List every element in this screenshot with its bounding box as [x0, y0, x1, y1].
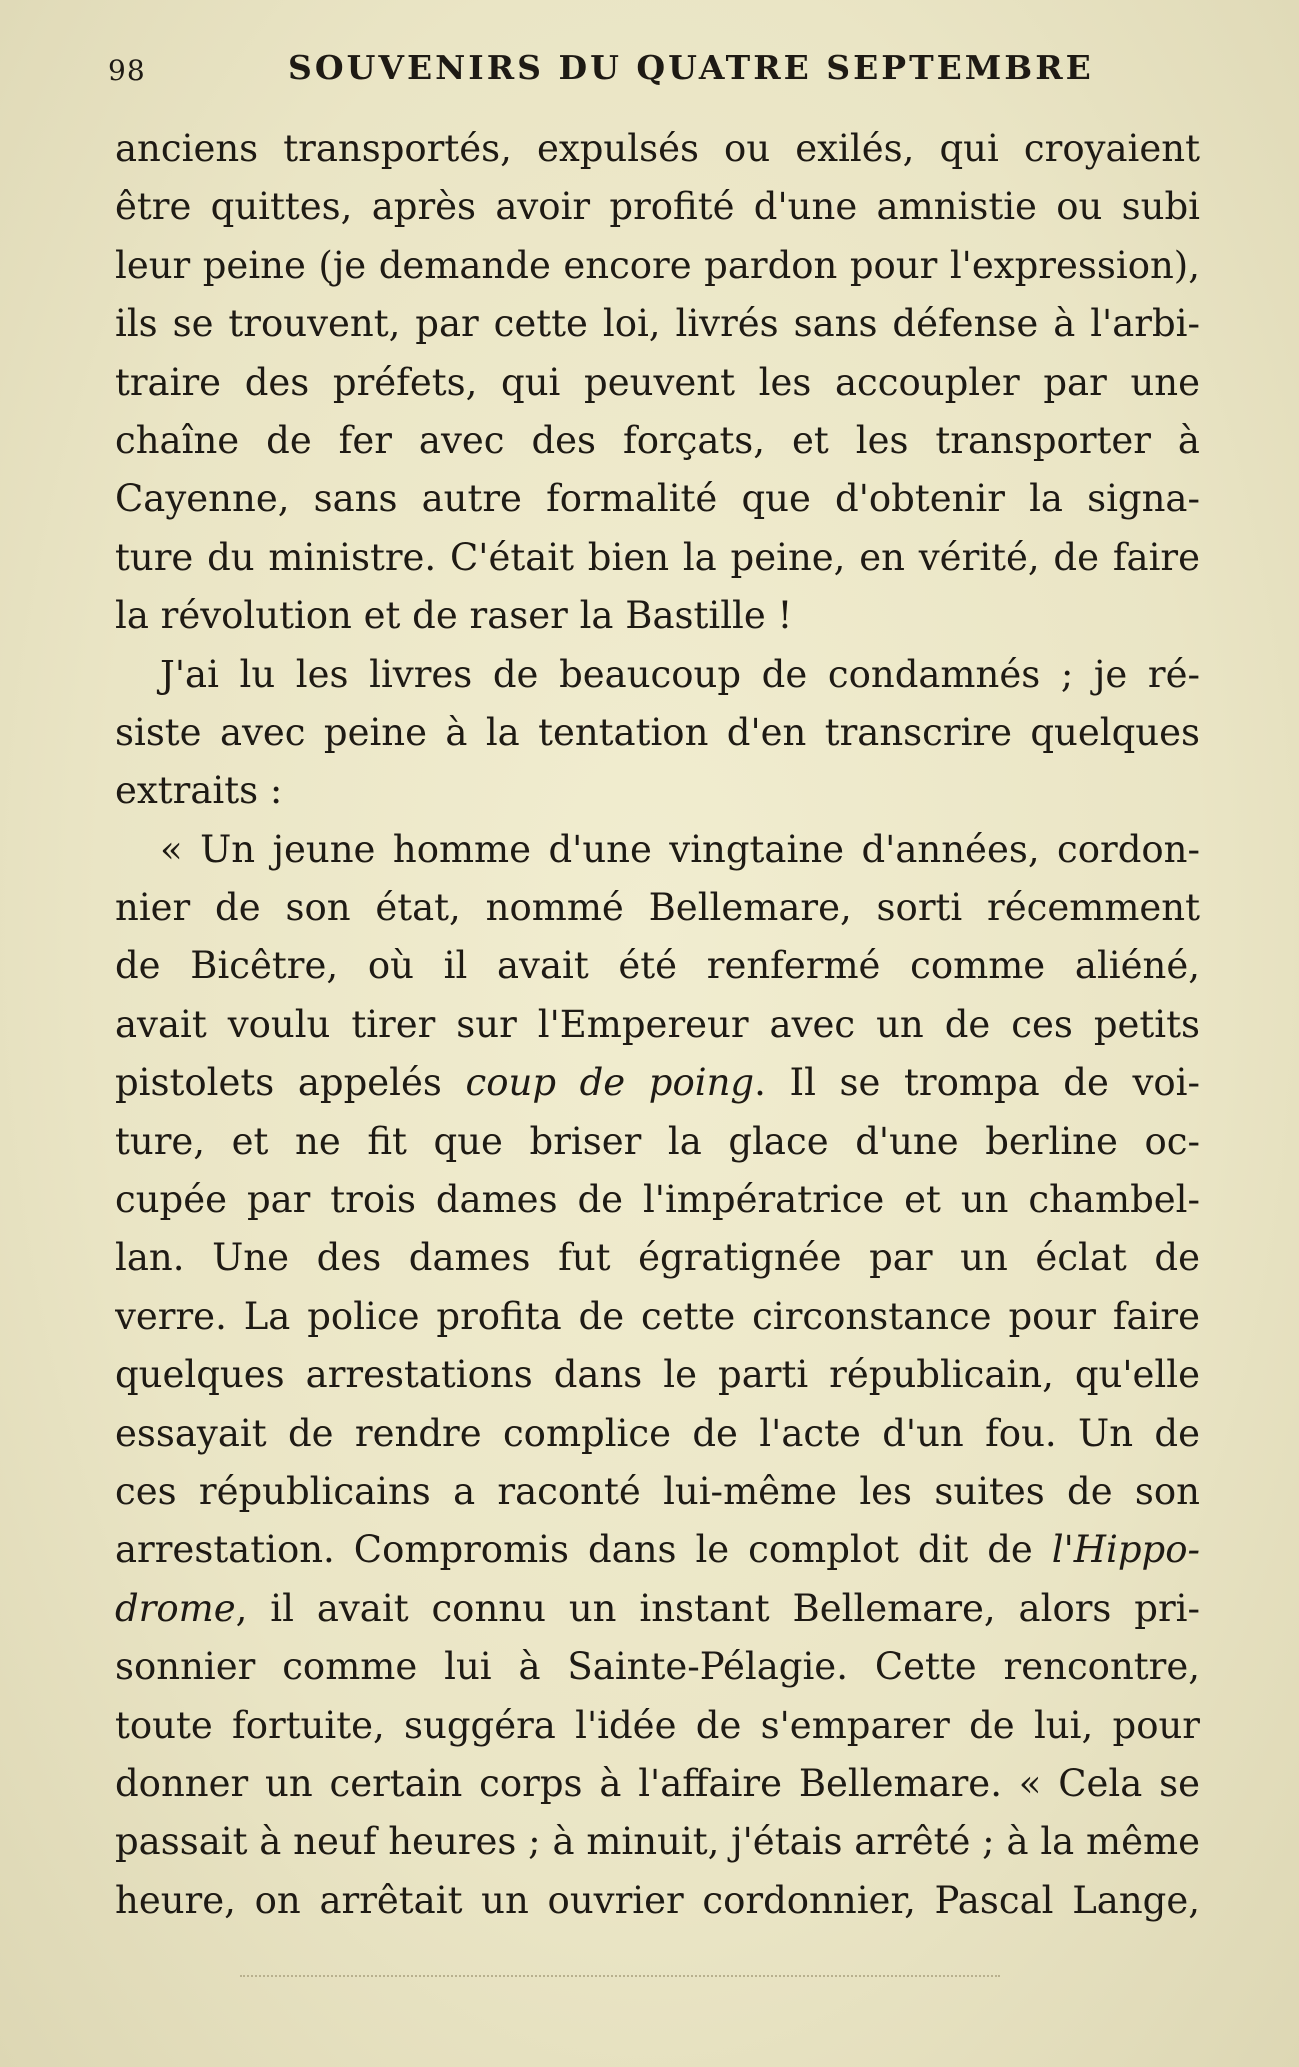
text-line: ture du ministre. C'était bien la peine, en vérité, de faire: [115, 535, 1200, 579]
running-title: SOUVENIRS DU QUATRE SEPTEMBRE: [288, 48, 1094, 87]
text-line: sonnier comme lui à Sainte-Pélagie. Cette rencontre,: [115, 1645, 1200, 1689]
paragraph-end-line: la révolution et de raser la Bastille !: [115, 594, 793, 638]
text-line: toute fortuite, suggéra l'idée de s'emparer de lui, pour: [115, 1703, 1200, 1747]
text-line: ils se trouvent, par cette loi, livrés sans défense à l'arbi-: [115, 302, 1200, 346]
text-line: traire des préfets, qui peuvent les accoupler par une: [115, 360, 1200, 404]
paragraph-start-line: J'ai lu les livres de beaucoup de condamnés ; je ré-: [160, 652, 1200, 696]
text-line-with-italic: [115, 1054, 1200, 1112]
line-segment: arrestation. Compromis dans le complot dit de: [115, 1528, 1052, 1572]
page-header: [108, 44, 1208, 94]
text-line: ture, et ne fit que briser la glace d'une berline oc-: [115, 1119, 1200, 1163]
text-line: avait voulu tirer sur l'Empereur avec un de ces petits: [115, 1002, 1200, 1046]
line-segment: pistolets appelés: [115, 1061, 466, 1105]
body-text: [115, 120, 1200, 1930]
text-line: nier de son état, nommé Bellemare, sorti récemment: [115, 886, 1200, 930]
text-line: Cayenne, sans autre formalité que d'obtenir la signa-: [115, 477, 1200, 521]
page-number: 98: [108, 54, 146, 87]
text-line-with-italic: [115, 1521, 1200, 1579]
bottom-dotted-rule: [240, 1975, 1000, 1979]
text-line: lan. Une des dames fut égratignée par un éclat de: [115, 1236, 1200, 1280]
text-line: de Bicêtre, où il avait été renfermé comme aliéné,: [115, 944, 1200, 988]
quotation-start-line: « Un jeune homme d'une vingtaine d'années, cordon-: [160, 827, 1200, 871]
line-segment: . Il se trompa de voi-: [754, 1061, 1200, 1105]
text-line: leur peine (je demande encore pardon pour l'expression),: [115, 243, 1200, 287]
text-line: anciens transportés, expulsés ou exilés, qui croyaient: [115, 127, 1200, 170]
text-line: chaîne de fer avec des forçats, et les transporter à: [115, 418, 1200, 462]
text-line: ces républicains a raconté lui-même les suites de son: [115, 1469, 1200, 1513]
text-line: passait à neuf heures ; à minuit, j'étais arrêté ; à la même: [115, 1820, 1200, 1864]
text-line: cupée par trois dames de l'impératrice et un chambel-: [115, 1178, 1200, 1222]
italic-phrase: drome: [115, 1586, 236, 1630]
line-segment: , il avait connu un instant Bellemare, alors pri-: [235, 1586, 1200, 1630]
text-line: donner un certain corps à l'affaire Bellemare. « Cela se: [115, 1761, 1200, 1805]
text-line: quelques arrestations dans le parti républicain, qu'elle: [115, 1353, 1200, 1397]
text-line: être quittes, après avoir profité d'une amnistie ou subi: [115, 185, 1200, 229]
text-line: essayait de rendre complice de l'acte d'un fou. Un de: [115, 1411, 1200, 1455]
italic-phrase: coup de poing: [465, 1061, 755, 1105]
paragraph-end-line: extraits :: [115, 769, 283, 813]
italic-phrase: l'Hippo-: [1051, 1528, 1200, 1572]
text-line-with-italic: [115, 1580, 1200, 1638]
text-line: verre. La police profita de cette circonstance pour faire: [115, 1294, 1200, 1338]
text-line: siste avec peine à la tentation d'en transcrire quelques: [115, 710, 1200, 754]
text-line: heure, on arrêtait un ouvrier cordonnier, Pascal Lange,: [115, 1878, 1200, 1922]
